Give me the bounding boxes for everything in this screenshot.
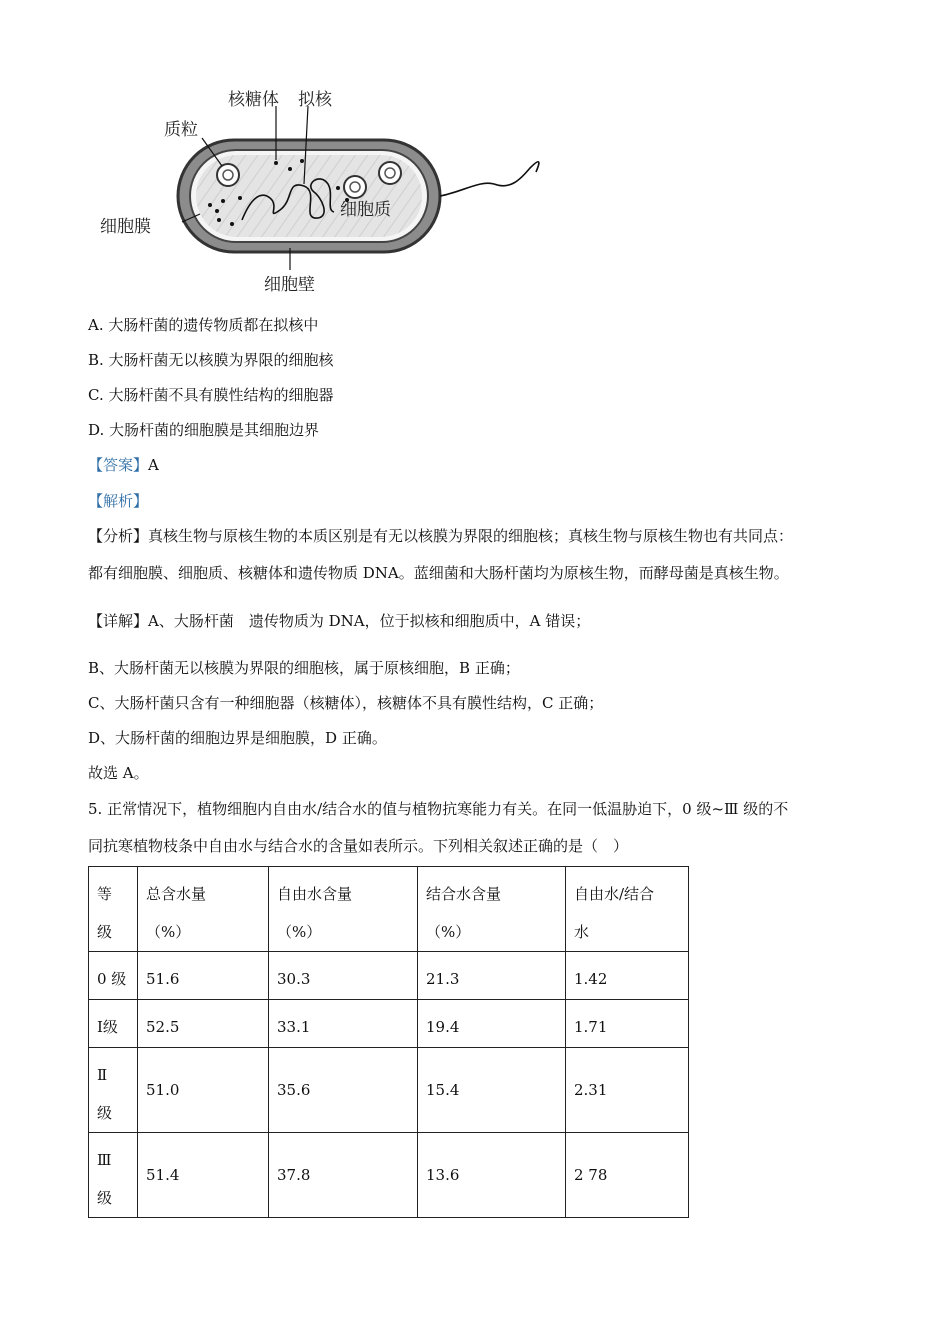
water-content-table <box>88 866 689 1218</box>
table-row <box>89 952 689 1000</box>
option-d: D. 大肠杆菌的细胞膜是其细胞边界 <box>88 421 320 439</box>
label-nucleoid: 拟核 <box>298 90 332 110</box>
value-cell: 51.6 <box>138 952 269 1000</box>
conclusion: 故选 A。 <box>88 764 149 782</box>
value-cell: 33.1 <box>269 1000 418 1048</box>
table-row <box>89 1000 689 1048</box>
option-a: A. 大肠杆菌的遗传物质都在拟核中 <box>88 316 319 334</box>
value-cell: 21.3 <box>418 952 566 1000</box>
grade-cell: Ⅲ 级 <box>89 1133 138 1218</box>
value-cell: 1.42 <box>566 952 689 1000</box>
option-b: B. 大肠杆菌无以核膜为界限的细胞核 <box>88 351 334 369</box>
grade-cell: Ⅰ级 <box>89 1000 138 1048</box>
grade-cell: Ⅱ 级 <box>89 1048 138 1133</box>
q5-stem-line-1: 5. 正常情况下，植物细胞内自由水/结合水的值与植物抗寒能力有关。在同一低温胁迫下，0 级~Ⅲ 级的不 <box>88 800 789 818</box>
value-cell: 51.4 <box>138 1133 269 1218</box>
value-cell: 2 78 <box>566 1133 689 1218</box>
value-cell: 35.6 <box>269 1048 418 1133</box>
analysis-line-2: 都有细胞膜、细胞质、核糖体和遗传物质 DNA。蓝细菌和大肠杆菌均为原核生物，而酵母菌是真核生物。 <box>88 564 789 582</box>
header-free-water: 自由水含量 （%） <box>269 867 418 952</box>
label-cell-membrane: 细胞膜 <box>100 217 151 237</box>
option-c: C. 大肠杆菌不具有膜性结构的细胞器 <box>88 386 334 404</box>
value-cell: 2.31 <box>566 1048 689 1133</box>
detail-line-3: C、大肠杆菌只含有一种细胞器（核糖体），核糖体不具有膜性结构，C 正确； <box>88 694 604 712</box>
detail-line-1: 【详解】A、大肠杆菌 遗传物质为 DNA，位于拟核和细胞质中，A 错误； <box>88 612 591 630</box>
detail-line-2: B、大肠杆菌无以核膜为界限的细胞核，属于原核细胞，B 正确； <box>88 659 520 677</box>
value-cell: 37.8 <box>269 1133 418 1218</box>
label-cell-wall: 细胞壁 <box>264 275 315 295</box>
header-total-water: 总含水量 （%） <box>138 867 269 952</box>
value-cell: 51.0 <box>138 1048 269 1133</box>
label-plasmid: 质粒 <box>164 120 198 140</box>
grade-cell: 0 级 <box>89 952 138 1000</box>
value-cell: 15.4 <box>418 1048 566 1133</box>
bacterium-diagram <box>90 80 560 300</box>
value-cell: 13.6 <box>418 1133 566 1218</box>
detail-line-4: D、大肠杆菌的细胞边界是细胞膜，D 正确。 <box>88 729 387 747</box>
table-row <box>89 1133 689 1218</box>
value-cell: 19.4 <box>418 1000 566 1048</box>
value-cell: 30.3 <box>269 952 418 1000</box>
answer-tag: 【答案】 <box>88 456 149 474</box>
value-cell: 52.5 <box>138 1000 269 1048</box>
answer-value: A <box>148 456 159 474</box>
plasmid-shape <box>217 164 239 186</box>
analysis-tag: 【解析】 <box>88 492 149 510</box>
q5-stem-line-2: 同抗寒植物枝条中自由水与结合水的含量如表所示。下列相关叙述正确的是（ ） <box>88 837 629 855</box>
label-ribosome: 核糖体 <box>228 90 279 110</box>
header-bound-water: 结合水含量 （%） <box>418 867 566 952</box>
analysis-line-1: 【分析】真核生物与原核生物的本质区别是有无以核膜为界限的细胞核；真核生物与原核生物也有共同点： <box>88 527 794 545</box>
label-cytoplasm: 细胞质 <box>340 200 391 220</box>
flagellum <box>440 162 539 196</box>
table-row <box>89 1048 689 1133</box>
answer-line <box>88 455 159 475</box>
value-cell: 1.71 <box>566 1000 689 1048</box>
header-grade: 等 级 <box>89 867 138 952</box>
header-ratio: 自由水/结合 水 <box>566 867 689 952</box>
table-header-row <box>89 867 689 952</box>
